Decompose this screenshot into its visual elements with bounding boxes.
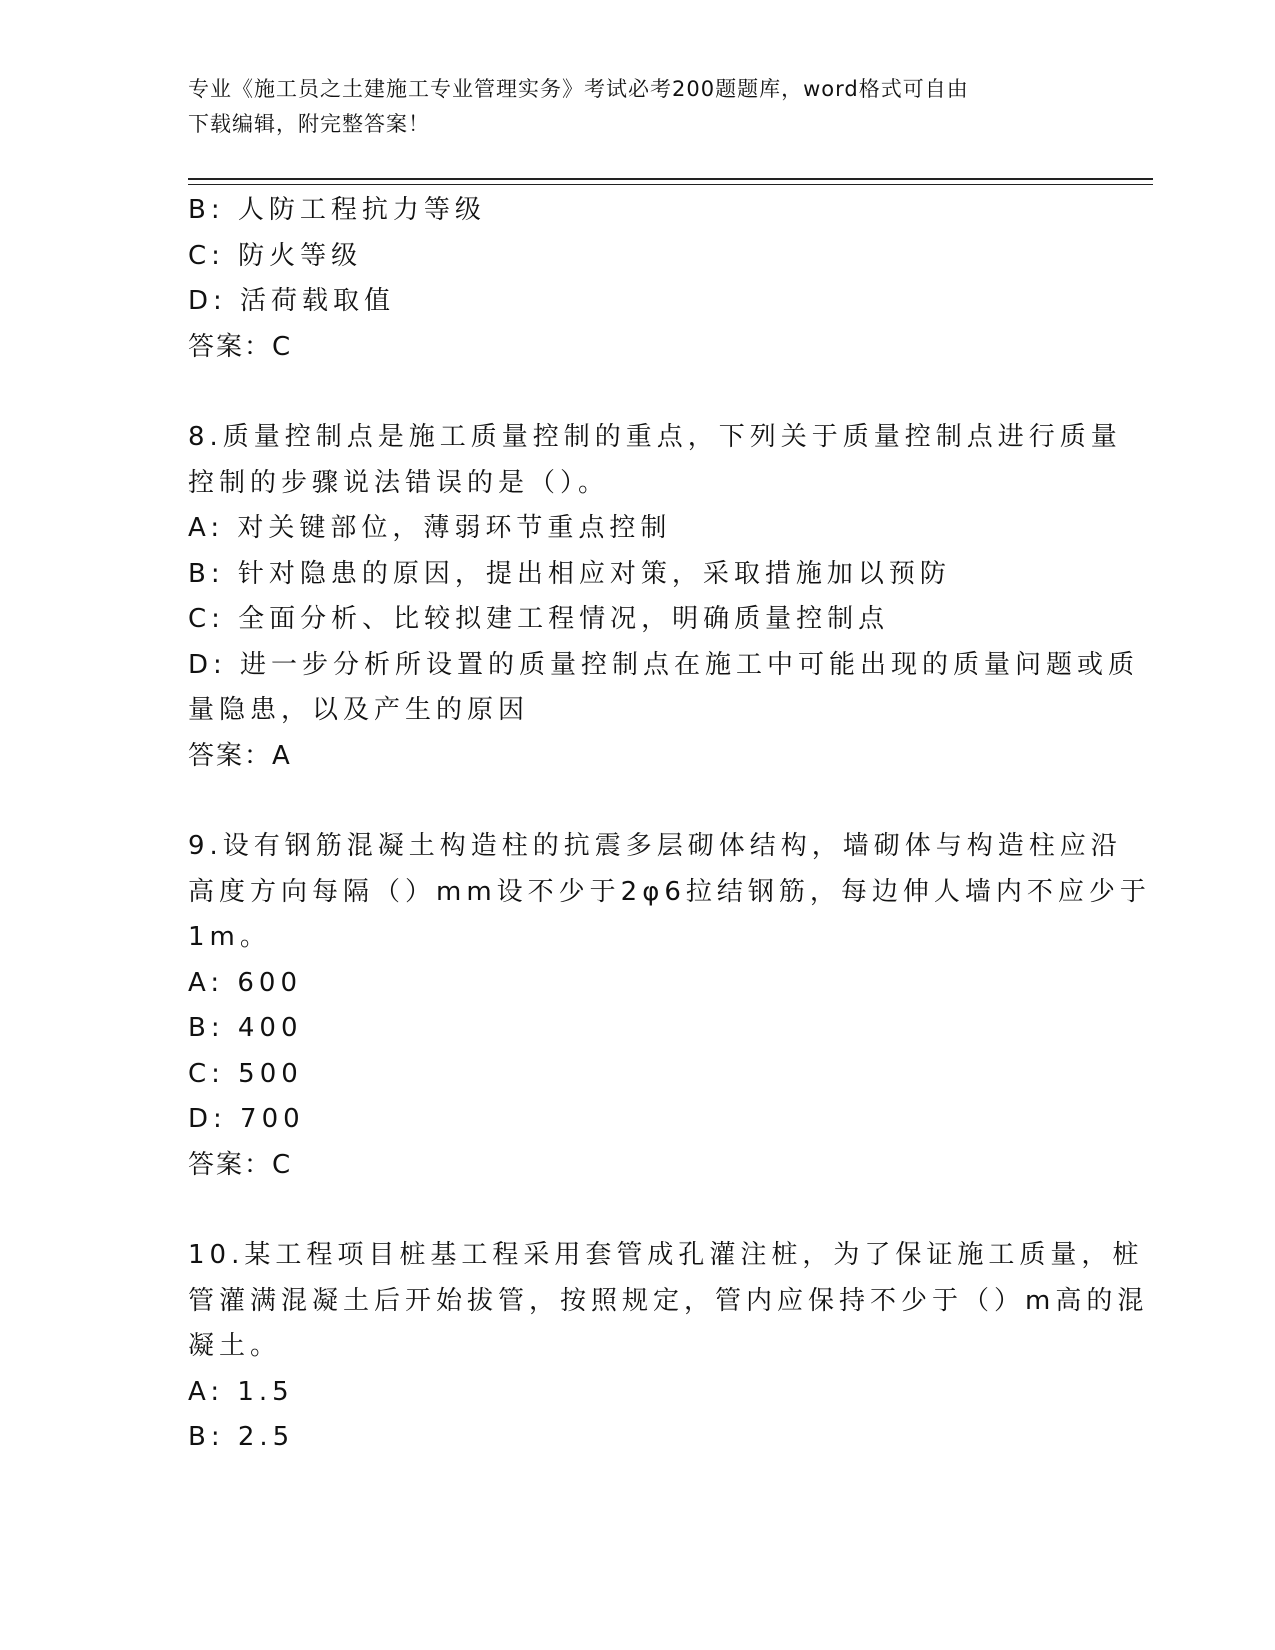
question-stem-line: 9.设有钢筋混凝土构造柱的抗震多层砌体结构，墙砌体与构造柱应沿 — [188, 831, 1122, 861]
option-b: B: 400 — [188, 1013, 303, 1043]
answer-label: 答案：C — [188, 1149, 293, 1180]
answer-label: 答案：A — [188, 740, 292, 771]
option-d: D: 700 — [188, 1104, 305, 1134]
question-spacer — [188, 779, 1088, 824]
option-d-line-1: D: 进一步分析所设置的质量控制点在施工中可能出现的质量问题或质 — [188, 649, 1140, 680]
question-stem-line: 管灌满混凝土后开始拔管，按照规定，管内应保持不少于（）m高的混 — [188, 1285, 1149, 1316]
option-d: D: 活荷载取值 — [188, 286, 396, 316]
option-c: C: 500 — [188, 1058, 303, 1089]
option-a: A: 600 — [188, 967, 302, 998]
question-7-fragment — [188, 188, 1088, 370]
option-d-line-2: 量隐患，以及产生的原因 — [188, 695, 530, 725]
answer-label: 答案：C — [188, 331, 293, 362]
question-stem-line: 10.某工程项目桩基工程采用套管成孔灌注桩，为了保证施工质量，桩 — [188, 1240, 1144, 1270]
question-10 — [188, 1233, 1149, 1461]
question-list — [188, 188, 1151, 1461]
header-title-line-1: 专业《施工员之土建施工专业管理实务》考试必考200题题库，word格式可自由 — [188, 77, 969, 101]
option-b: B: 2.5 — [188, 1422, 295, 1452]
question-spacer — [188, 1188, 1088, 1233]
question-stem-line: 8.质量控制点是施工质量控制的重点，下列关于质量控制点进行质量 — [188, 422, 1122, 452]
question-stem-line: 1m。 — [188, 922, 271, 952]
option-b: B: 人防工程抗力等级 — [188, 195, 486, 225]
option-a: A: 对关键部位，薄弱环节重点控制 — [188, 513, 672, 543]
question-8 — [188, 415, 1140, 779]
question-9 — [188, 824, 1151, 1188]
header-title-line-2: 下载编辑，附完整答案！ — [188, 112, 430, 136]
question-spacer — [188, 370, 1088, 415]
document-header — [188, 72, 1068, 142]
option-c: C: 防火等级 — [188, 240, 363, 271]
header-divider-thick — [188, 178, 1153, 180]
option-b: B: 针对隐患的原因，提出相应对策，采取措施加以预防 — [188, 558, 951, 589]
question-stem-line: 控制的步骤说法错误的是（）。 — [188, 467, 610, 498]
option-c: C: 全面分析、比较拟建工程情况，明确质量控制点 — [188, 604, 890, 634]
option-a: A: 1.5 — [188, 1376, 294, 1407]
header-divider-thin — [188, 184, 1153, 185]
question-stem-line: 高度方向每隔（）mm设不少于2φ6拉结钢筋，每边伸人墙内不应少于 — [188, 876, 1151, 907]
question-stem-line: 凝土。 — [188, 1331, 282, 1361]
